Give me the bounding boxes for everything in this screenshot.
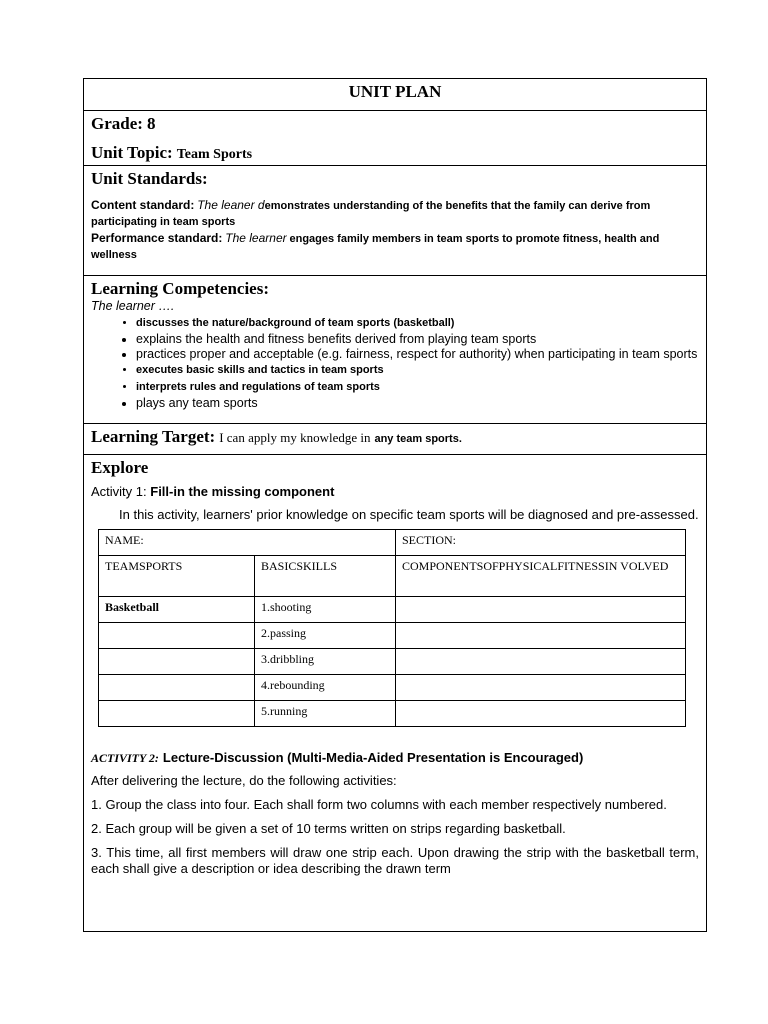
section-label: SECTION: [402,533,456,547]
competencies-intro: The learner …. [91,299,175,313]
empty-cell [99,649,255,675]
empty-cell [99,623,255,649]
grade-topic-section [84,111,706,166]
grade-value: 8 [146,114,156,133]
topic-label: Unit Topic: [91,143,173,162]
topic-value: Team Sports [176,147,253,162]
fitness-component-cell[interactable] [396,597,686,623]
learning-target-section [84,424,706,455]
empty-cell [99,701,255,727]
activity2-prefix: ACTIVITY 2: [91,751,159,765]
empty-cell [99,675,255,701]
table-row [99,675,686,701]
competency-item: • interprets rules and regulations of team sports [136,379,699,395]
standards-heading: Unit Standards: [91,169,208,188]
performance-standard [91,230,699,263]
competency-item: • explains the health and fitness benefits derived from playing team sports [136,332,699,346]
competency-item: • executes basic skills and tactics in team sports [136,362,699,378]
table-header-row [99,556,686,597]
activity1-heading [91,483,699,501]
grade-label: Grade: [91,114,143,133]
sport-cell: Basketball [99,597,255,623]
title-text: UNIT PLAN [348,82,442,101]
table-row [99,597,686,623]
topic-line [91,141,699,167]
activity2-title: Lecture-Discussion (Multi-Media-Aided Presentation is Encouraged) [162,750,584,765]
competencies-heading: Learning Competencies: [91,279,270,298]
fitness-component-cell[interactable] [396,623,686,649]
content-standard-label: Content standard: [91,198,195,212]
skill-cell: 5.running [255,701,396,727]
content-standard-text: emonstrates understanding of the benefits that the family can derive from participating in team sports [91,200,651,228]
activity1-table [98,529,686,727]
table-row [99,649,686,675]
activity1-prefix: Activity 1: [91,484,147,499]
name-label: NAME: [105,533,144,547]
fitness-component-cell[interactable] [396,675,686,701]
activity2-step: 1. Group the class into four. Each shall form two columns with each member respectively numbered. [91,797,667,812]
unit-plan-title [84,79,706,111]
skill-cell: 1.shooting [255,597,396,623]
learning-competencies-section [84,279,706,424]
competency-item: • plays any team sports [136,396,699,410]
explore-heading: Explore [91,458,149,477]
performance-standard-text: engages family members in team sports to promote fitness, health and wellness [91,233,660,261]
performance-standard-label: Performance standard: [91,231,223,245]
target-label: Learning Target: [91,427,216,446]
table-header-cell: TEAMSPORTS [99,556,255,597]
table-row [99,623,686,649]
unit-plan-document [83,78,707,932]
skill-cell: 3.dribbling [255,649,396,675]
skill-cell: 4.rebounding [255,675,396,701]
target-text-bold: any team sports. [374,433,462,445]
section-cell[interactable] [396,530,686,556]
grade-line [91,111,699,141]
activity2-heading [91,749,699,767]
competency-item: • discusses the nature/background of team sports (basketball) [136,315,699,331]
table-row [99,530,686,556]
content-standard [91,197,699,230]
unit-standards-section [84,166,706,276]
table-row [99,701,686,727]
learning-target-line [91,424,699,452]
activity2-step: 2. Each group will be given a set of 10 terms written on strips regarding basketball. [91,821,566,836]
activity2-intro: After delivering the lecture, do the following activities: [91,773,397,788]
activity1-title: Fill-in the missing component [150,484,335,499]
fitness-component-cell[interactable] [396,701,686,727]
activity1-description: In this activity, learners' prior knowledge on specific team sports will be diagnosed and pre-assessed. [119,507,699,522]
activity2-step: 3. This time, all first members will draw one strip each. Upon drawing the strip with the basketball term, each shall give a description or idea describing the drawn term [91,845,699,876]
table-header-cell: COMPONENTSOFPHYSICALFITNESSIN VOLVED [396,556,686,597]
name-cell[interactable] [99,530,396,556]
performance-standard-italic: The learner [225,231,287,245]
explore-section [84,456,706,931]
competencies-list [91,315,699,410]
competency-item: • practices proper and acceptable (e.g. fairness, respect for authority) when participating in team sports [136,347,699,361]
target-text: I can apply my knowledge in [219,430,371,445]
table-header-cell: BASICSKILLS [255,556,396,597]
content-standard-italic: The leaner d [197,198,265,212]
skill-cell: 2.passing [255,623,396,649]
fitness-component-cell[interactable] [396,649,686,675]
